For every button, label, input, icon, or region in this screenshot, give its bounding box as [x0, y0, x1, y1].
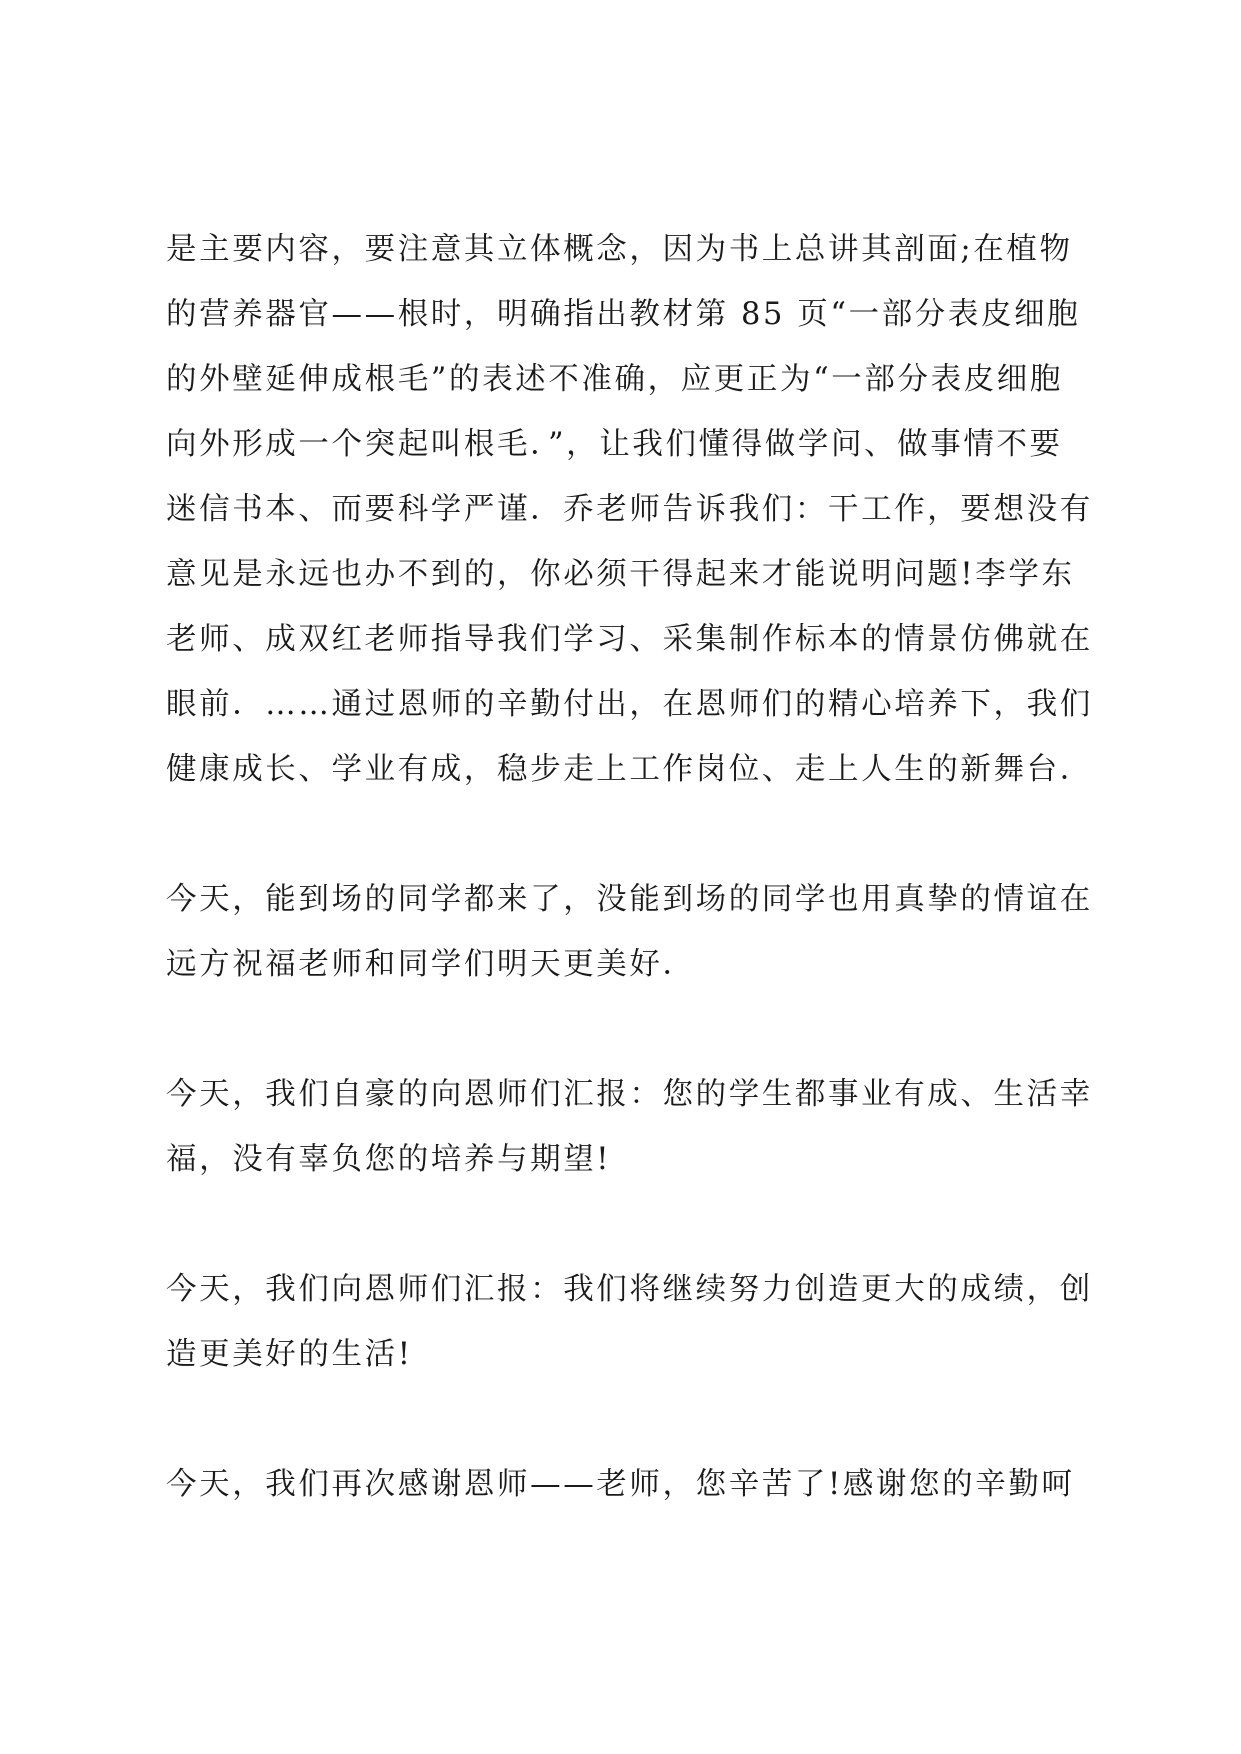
paragraph-5-line-1: 今天，我们再次感谢恩师——老师，您辛苦了!感谢您的辛勤呵: [166, 1467, 1075, 1502]
paragraph-1-line-6: 意见是永远也办不到的，你必须干得起来才能说明问题!李学东: [166, 557, 1075, 592]
paragraph-1-line-2: 的营养器官——根时，明确指出教材第 85 页“一部分表皮细胞: [166, 297, 1081, 332]
paragraph-4-line-2: 造更美好的生活!: [166, 1337, 413, 1372]
paragraph-3-line-2: 福，没有辜负您的培养与期望!: [166, 1142, 612, 1177]
paragraph-1-line-8: 眼前．……通过恩师的辛勤付出，在恩师们的精心培养下，我们: [166, 687, 1093, 722]
paragraph-4-line-1: 今天，我们向恩师们汇报：我们将继续努力创造更大的成绩，创: [166, 1272, 1093, 1307]
paragraph-2-line-2: 远方祝福老师和同学们明天更美好．: [166, 947, 696, 982]
paragraph-1-line-7: 老师、成双红老师指导我们学习、采集制作标本的情景仿佛就在: [166, 622, 1093, 657]
paragraph-1-line-5: 迷信书本、而要科学严谨．乔老师告诉我们：干工作，要想没有: [166, 492, 1093, 527]
paragraph-1-line-3: 的外壁延伸成根毛”的表述不准确，应更正为“一部分表皮细胞: [166, 362, 1063, 397]
paragraph-1-line-4: 向外形成一个突起叫根毛．”，让我们懂得做学问、做事情不要: [166, 427, 1063, 462]
paragraph-2-line-1: 今天，能到场的同学都来了，没能到场的同学也用真挚的情谊在: [166, 882, 1093, 917]
paragraph-3-line-1: 今天，我们自豪的向恩师们汇报：您的学生都事业有成、生活幸: [166, 1077, 1093, 1112]
paragraph-1-line-9: 健康成长、学业有成，稳步走上工作岗位、走上人生的新舞台．: [166, 752, 1093, 787]
paragraph-1-line-1: 是主要内容，要注意其立体概念，因为书上总讲其剖面;在植物: [166, 232, 1073, 267]
